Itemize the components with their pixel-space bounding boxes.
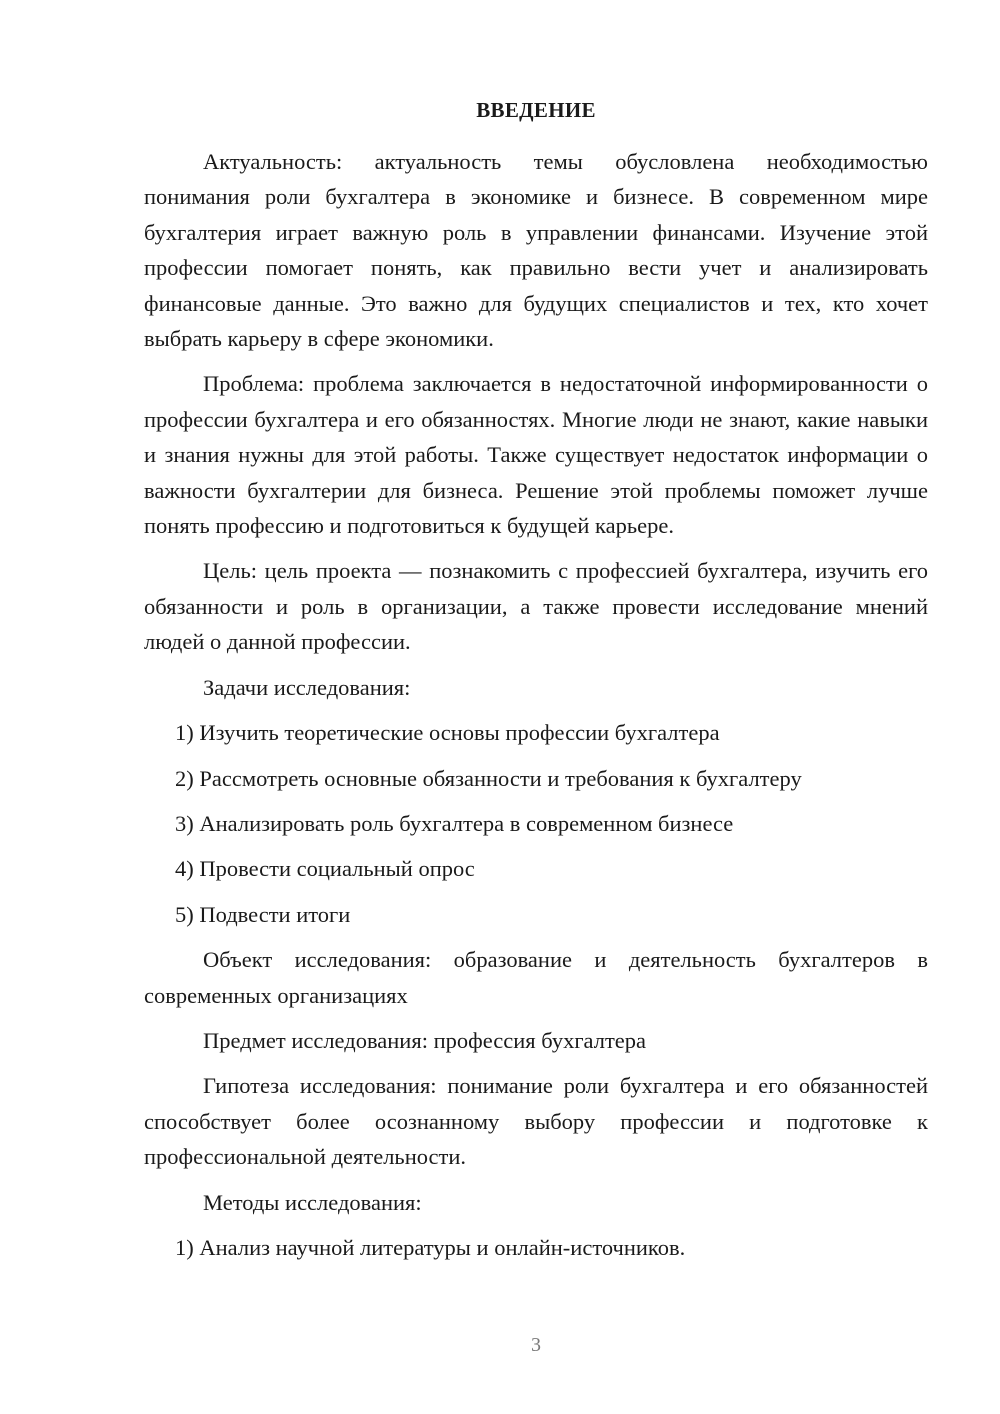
section-title: ВВЕДЕНИЕ: [476, 98, 596, 122]
list-item-task-1: 1) Изучить теоретические основы профессии бухгалтера: [175, 720, 720, 746]
goal-paragraph: Цель: цель проекта — познакомить с профессией бухгалтера, изучить его обязанности и роль в организации, а также провести исследование мнений людей о данной профессии.: [144, 558, 928, 655]
page-content: [144, 94, 928, 1275]
subject-paragraph: Предмет исследования: профессия бухгалтера: [203, 1027, 647, 1053]
problem-paragraph: Проблема: проблема заключается в недостаточной информированности о профессии бухгалтера и его обязанностях. Многие люди не знают, какие навыки и знания нужны для этой работы. Также существует недостаток информации о важности бухгалтерии для бизнеса. Решение этой проблемы поможет лучше понять профессию и подготовиться к будущей карьере.: [144, 371, 928, 539]
tasks-list: [144, 715, 928, 932]
list-item-task-2: 2) Рассмотреть основные обязанности и требования к бухгалтеру: [175, 765, 802, 791]
object-paragraph: Объект исследования: образование и деятельность бухгалтеров в современных организациях: [144, 947, 928, 1008]
list-item-task-4: 4) Провести социальный опрос: [175, 856, 475, 882]
relevance-paragraph: Актуальность: актуальность темы обусловлена необходимостью понимания роли бухгалтера в экономике и бизнесе. В современном мире бухгалтерия играет важную роль в управлении финансами. Изучение этой профессии помогает понять, как правильно вести учет и анализировать финансовые данные. Это важно для будущих специалистов и тех, кто хочет выбрать карьеру в сфере экономики.: [144, 149, 928, 352]
tasks-heading: Задачи исследования:: [203, 674, 411, 700]
hypothesis-paragraph: Гипотеза исследования: понимание роли бухгалтера и его обязанностей способствует более осознанному выбору профессии и подготовке к профессиональной деятельности.: [144, 1073, 928, 1170]
methods-heading: Методы исследования:: [203, 1189, 422, 1215]
page-number: 3: [531, 1334, 541, 1356]
methods-list: [144, 1230, 928, 1265]
list-item-task-3: 3) Анализировать роль бухгалтера в современном бизнесе: [175, 810, 734, 836]
list-item-method-1: 1) Анализ научной литературы и онлайн-источников.: [175, 1234, 686, 1260]
list-item-task-5: 5) Подвести итоги: [175, 901, 351, 927]
